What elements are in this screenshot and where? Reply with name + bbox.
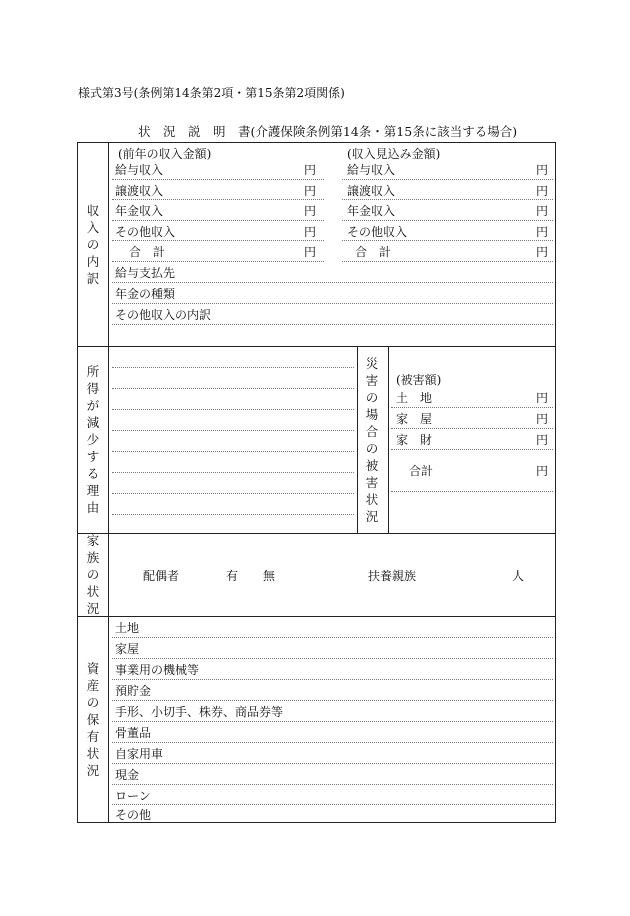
asset-item: 家屋 xyxy=(115,642,140,656)
unit-yen: 円 xyxy=(536,245,549,259)
unit-yen: 円 xyxy=(304,225,317,239)
vertical-char: の xyxy=(86,567,100,582)
vertical-char: 由 xyxy=(86,500,100,515)
vertical-char: 況 xyxy=(365,508,379,524)
spouse-no: 無 xyxy=(263,569,276,583)
form-code: 様式第3号(条例第14条第2項・第15条第2項関係) xyxy=(78,86,345,100)
unit-yen: 円 xyxy=(536,184,549,198)
unit-yen: 円 xyxy=(536,204,549,218)
vertical-char: 入 xyxy=(86,220,100,235)
unit-yen: 円 xyxy=(536,391,549,405)
spouse-label: 配偶者 xyxy=(143,569,180,583)
vertical-char: 場 xyxy=(365,406,379,422)
asset-item: 骨董品 xyxy=(115,726,152,740)
prev-year-heading: (前年の収入金額) xyxy=(118,147,212,161)
asset-item: 預貯金 xyxy=(115,684,152,698)
vertical-char: 保 xyxy=(86,711,100,727)
unit-yen: 円 xyxy=(304,163,317,177)
vertical-char: が xyxy=(86,398,100,413)
vertical-char: の xyxy=(86,694,100,710)
family-section-label xyxy=(78,533,108,616)
damage-row: 土 地 xyxy=(396,391,433,405)
expected-income-row: 給与収入 xyxy=(347,163,396,177)
damage-heading: (被害額) xyxy=(396,373,442,387)
form-table xyxy=(77,142,556,823)
assets-section-label xyxy=(78,616,108,822)
prev-income-row: 譲渡収入 xyxy=(115,184,164,198)
prev-income-row: 年金収入 xyxy=(115,204,164,218)
unit-yen: 円 xyxy=(536,163,549,177)
vertical-char: 産 xyxy=(86,677,100,693)
unit-yen: 円 xyxy=(304,204,317,218)
unit-yen: 円 xyxy=(536,225,549,239)
vertical-char: 資 xyxy=(86,660,100,676)
vertical-char: す xyxy=(86,449,100,464)
vertical-char: 合 xyxy=(365,423,379,439)
vertical-char: 災 xyxy=(365,355,379,371)
asset-item: ローン xyxy=(115,789,151,803)
asset-item: 土地 xyxy=(115,621,140,635)
vertical-char: の xyxy=(86,237,100,252)
vertical-char: 状 xyxy=(86,584,100,599)
prev-income-total: 合 計 xyxy=(129,245,166,259)
vertical-char: 得 xyxy=(86,381,100,396)
persons-unit: 人 xyxy=(512,569,525,583)
reason-section-label xyxy=(78,346,108,533)
asset-item: 自家用車 xyxy=(115,747,164,761)
vertical-char: 況 xyxy=(86,762,100,778)
vertical-char: 所 xyxy=(86,364,100,379)
income-section-label xyxy=(78,143,108,346)
vertical-char: 被 xyxy=(365,457,379,473)
vertical-char: 家 xyxy=(86,533,100,548)
vertical-char: 理 xyxy=(86,483,100,498)
vertical-char: 減 xyxy=(86,415,100,430)
vertical-char: の xyxy=(365,440,379,456)
vertical-char: 有 xyxy=(86,728,100,744)
vertical-char: 害 xyxy=(365,474,379,490)
vertical-char: 況 xyxy=(86,601,100,616)
vertical-char: 状 xyxy=(86,745,100,761)
prev-income-row: その他収入 xyxy=(115,225,176,239)
other-income-details-label: その他収入の内訳 xyxy=(115,308,212,322)
asset-item: 現金 xyxy=(115,768,140,782)
damage-total: 合計 xyxy=(409,464,434,478)
expected-income-row: 年金収入 xyxy=(347,204,396,218)
disaster-section-label xyxy=(357,346,387,533)
asset-item: 事業用の機械等 xyxy=(115,663,200,677)
vertical-char: 収 xyxy=(86,203,100,218)
damage-row: 家 財 xyxy=(396,433,433,447)
pension-type-label: 年金の種類 xyxy=(115,287,176,301)
expected-income-row: その他収入 xyxy=(347,225,408,239)
expected-income-row: 譲渡収入 xyxy=(347,184,396,198)
vertical-char: 訳 xyxy=(86,271,100,286)
vertical-char: 少 xyxy=(86,432,100,447)
prev-income-row: 給与収入 xyxy=(115,163,164,177)
vertical-char: 害 xyxy=(365,372,379,388)
spouse-yes: 有 xyxy=(226,569,239,583)
asset-item: 手形、小切手、株券、商品券等 xyxy=(115,705,284,719)
vertical-char: る xyxy=(86,466,100,481)
asset-item: その他 xyxy=(115,808,152,822)
unit-yen: 円 xyxy=(536,464,549,478)
unit-yen: 円 xyxy=(304,245,317,259)
salary-payer-label: 給与支払先 xyxy=(115,266,176,280)
form-title: 状 況 説 明 書(介護保険条例第14条・第15条に該当する場合) xyxy=(138,124,518,139)
vertical-char: 内 xyxy=(86,254,100,269)
vertical-char: 状 xyxy=(365,491,379,507)
damage-row: 家 屋 xyxy=(396,412,433,426)
vertical-char: の xyxy=(365,389,379,405)
unit-yen: 円 xyxy=(536,412,549,426)
vertical-char: 族 xyxy=(86,550,100,565)
expected-income-total: 合 計 xyxy=(355,245,392,259)
dependents-label: 扶養親族 xyxy=(368,569,417,583)
unit-yen: 円 xyxy=(304,184,317,198)
expected-heading: (収入見込み金額) xyxy=(347,147,441,161)
unit-yen: 円 xyxy=(536,433,549,447)
